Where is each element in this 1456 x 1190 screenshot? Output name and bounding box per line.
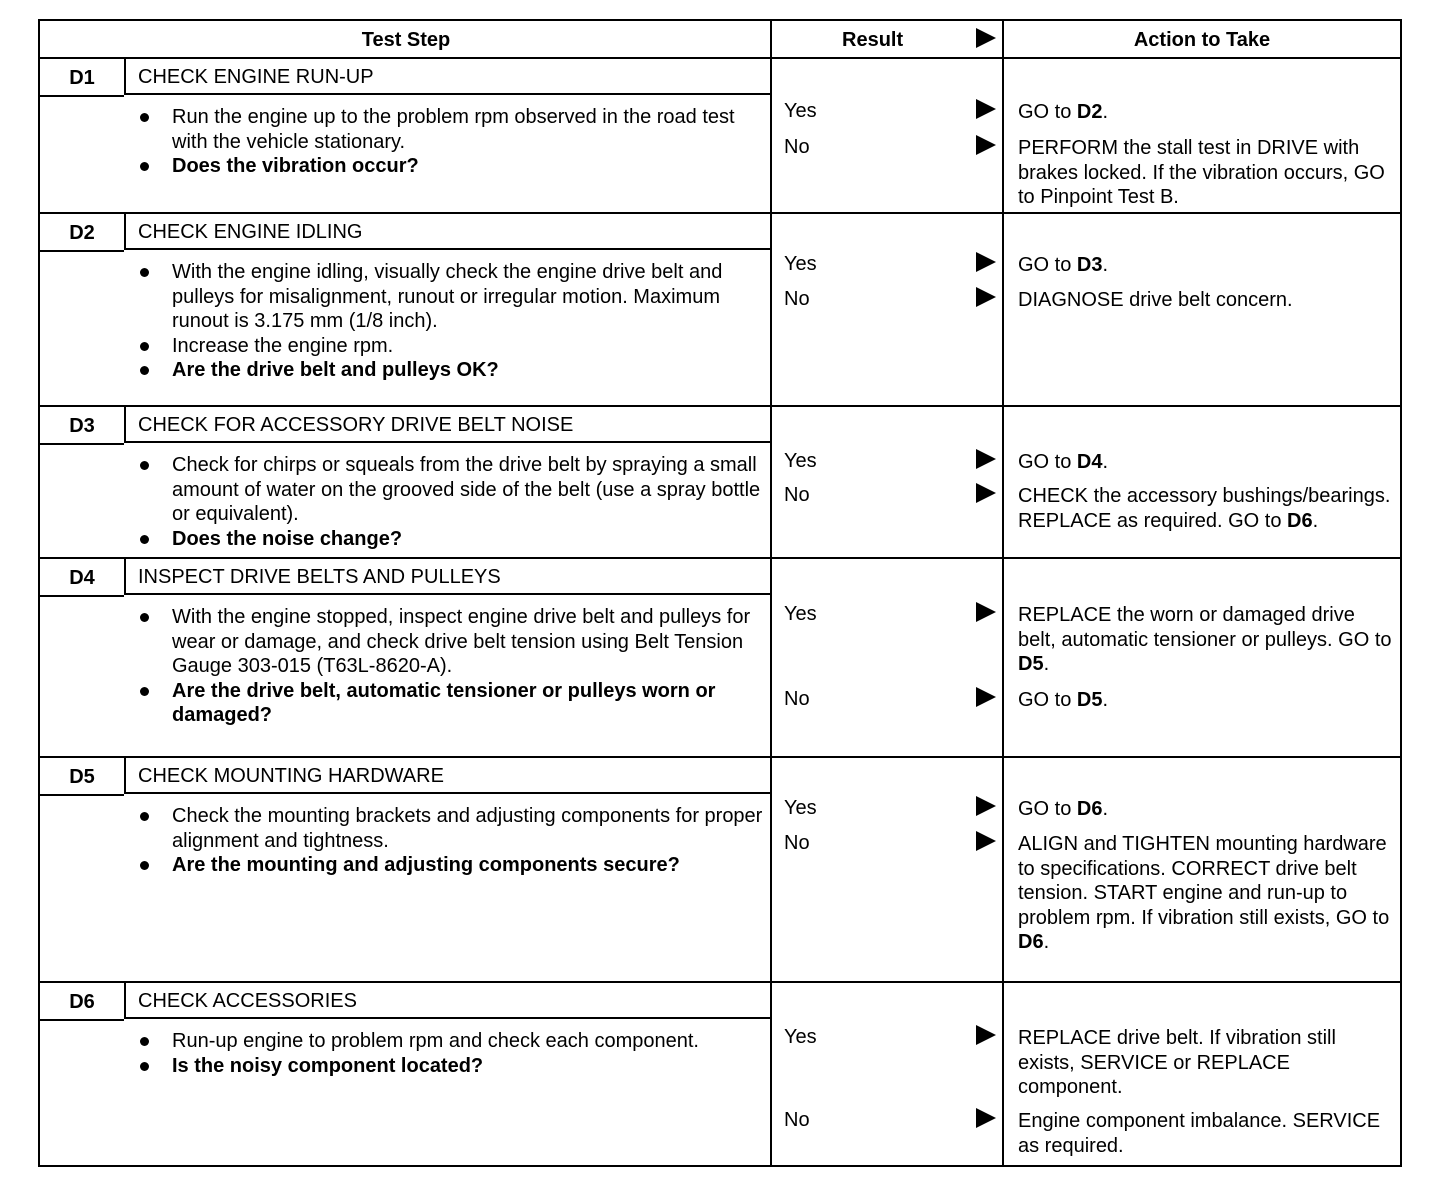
action-text: CHECK the accessory bushings/bearings. REPLACE as required. GO to D6.	[1018, 485, 1391, 532]
diagnostic-table	[38, 19, 1402, 1167]
step-question: Are the mounting and adjusting components secure?	[136, 853, 772, 878]
step-id-underline	[40, 443, 124, 445]
step-question: Does the vibration occur?	[136, 154, 772, 179]
step-id-underline	[40, 250, 124, 252]
step-title-box	[124, 559, 772, 595]
step-title: CHECK MOUNTING HARDWARE	[138, 765, 444, 787]
action-text: GO to D2.	[1018, 101, 1109, 123]
result-no: No	[784, 688, 810, 710]
step-title: CHECK ACCESSORIES	[138, 990, 357, 1012]
result-no: No	[784, 1109, 810, 1131]
result-yes: Yes	[784, 253, 817, 275]
result-yes: Yes	[784, 797, 817, 819]
step-bullets	[136, 105, 772, 179]
step-id-underline	[40, 1019, 124, 1021]
column-divider-action	[1002, 21, 1004, 1165]
arrow-icon	[976, 449, 996, 469]
step-row-d5	[40, 758, 1400, 983]
step-id: D2	[69, 222, 95, 244]
step-id: D6	[69, 991, 95, 1013]
arrow-icon	[976, 796, 996, 816]
step-question: Is the noisy component located?	[136, 1054, 772, 1079]
arrow-icon	[976, 1025, 996, 1045]
header-action: Action to Take	[1133, 29, 1271, 51]
result-yes: Yes	[784, 1026, 817, 1048]
step-instruction: Increase the engine rpm.	[136, 334, 772, 359]
step-instruction: Run the engine up to the problem rpm observed in the road test with the vehicle stationary.	[136, 105, 772, 154]
result-no: No	[784, 136, 810, 158]
step-question: Are the drive belt and pulleys OK?	[136, 358, 772, 383]
action-text: REPLACE drive belt. If vibration still exists, SERVICE or REPLACE component.	[1018, 1027, 1336, 1098]
step-title-box	[124, 59, 772, 95]
action-step-ref: D6	[1287, 509, 1313, 532]
action-step-ref: D5	[1018, 653, 1044, 675]
action-step-ref: D4	[1076, 451, 1103, 473]
step-bullets	[136, 453, 772, 551]
step-title-box	[124, 214, 772, 250]
arrow-icon	[976, 831, 996, 851]
step-instruction: With the engine idling, visually check the engine drive belt and pulleys for misalignment, runout or irregular motion. Maximum runout is 3.175 mm (1/8 inch).	[136, 260, 772, 334]
step-bullets	[136, 605, 772, 728]
column-divider-result	[770, 21, 772, 1165]
action-text: GO to D6.	[1018, 798, 1109, 820]
arrow-icon	[976, 687, 996, 707]
action-step-ref: D6	[1018, 931, 1044, 953]
step-row-d4	[40, 559, 1400, 758]
step-title-box	[124, 758, 772, 794]
action-text: Engine component imbalance. SERVICE as required.	[1018, 1110, 1381, 1157]
step-title: CHECK FOR ACCESSORY DRIVE BELT NOISE	[138, 414, 574, 436]
step-bullets	[136, 260, 772, 383]
step-id: D4	[69, 567, 95, 589]
header-arrow-icon	[976, 28, 996, 48]
action-text: ALIGN and TIGHTEN mounting hardware to specifications. CORRECT drive belt tension. START engine and run-up to problem rpm. If vibration still exists, GO to D6.	[1018, 833, 1390, 953]
arrow-icon	[976, 287, 996, 307]
result-yes: Yes	[784, 603, 817, 625]
step-id-underline	[40, 95, 124, 97]
action-text: PERFORM the stall test in DRIVE with brakes locked. If the vibration occurs, GO to Pinpoint Test B.	[1018, 137, 1385, 208]
step-id: D1	[69, 67, 95, 89]
step-title-box	[124, 983, 772, 1019]
step-bullets	[136, 1029, 772, 1078]
action-step-ref: D5	[1076, 689, 1103, 711]
step-instruction: With the engine stopped, inspect engine drive belt and pulleys for wear or damage, and check drive belt tension using Belt Tension Gauge 303-015 (T63L-8620-A).	[136, 605, 772, 679]
step-question: Are the drive belt, automatic tensioner or pulleys worn or damaged?	[136, 679, 772, 728]
result-yes: Yes	[784, 100, 817, 122]
arrow-icon	[976, 483, 996, 503]
step-question: Does the noise change?	[136, 527, 772, 552]
step-row-d1	[40, 59, 1400, 214]
step-title: CHECK ENGINE IDLING	[138, 221, 363, 243]
arrow-icon	[976, 1108, 996, 1128]
arrow-icon	[976, 135, 996, 155]
step-title: CHECK ENGINE RUN-UP	[138, 66, 374, 88]
result-no: No	[784, 288, 810, 310]
step-title: INSPECT DRIVE BELTS AND PULLEYS	[138, 566, 501, 588]
action-step-ref: D3	[1076, 254, 1103, 276]
step-instruction: Run-up engine to problem rpm and check each component.	[136, 1029, 772, 1054]
action-text: GO to D5.	[1018, 689, 1109, 711]
step-bullets	[136, 804, 772, 878]
action-step-ref: D6	[1076, 798, 1103, 820]
arrow-icon	[976, 252, 996, 272]
step-id: D5	[69, 766, 95, 788]
step-id-underline	[40, 595, 124, 597]
step-id: D3	[69, 415, 95, 437]
header-test-step: Test Step	[361, 29, 451, 51]
result-yes: Yes	[784, 450, 817, 472]
action-text: REPLACE the worn or damaged drive belt, automatic tensioner or pulleys. GO to D5.	[1018, 604, 1392, 675]
header-result: Result	[842, 29, 904, 51]
step-instruction: Check the mounting brackets and adjusting components for proper alignment and tightness.	[136, 804, 772, 853]
result-no: No	[784, 484, 810, 506]
arrow-icon	[976, 99, 996, 119]
step-title-box	[124, 407, 772, 443]
step-row-d3	[40, 407, 1400, 559]
action-text: GO to D3.	[1018, 254, 1109, 276]
step-row-d6	[40, 983, 1400, 1169]
action-step-ref: D2	[1076, 101, 1103, 123]
step-id-underline	[40, 794, 124, 796]
step-instruction: Check for chirps or squeals from the drive belt by spraying a small amount of water on the grooved side of the belt (use a spray bottle or equivalent).	[136, 453, 772, 527]
step-row-d2	[40, 214, 1400, 407]
action-text: GO to D4.	[1018, 451, 1109, 473]
arrow-icon	[976, 602, 996, 622]
action-text: DIAGNOSE drive belt concern.	[1018, 289, 1293, 311]
result-no: No	[784, 832, 810, 854]
table-header	[40, 21, 1400, 59]
